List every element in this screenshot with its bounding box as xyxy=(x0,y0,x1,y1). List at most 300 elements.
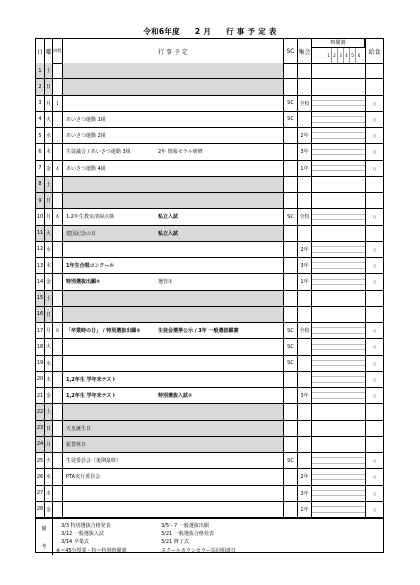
event-text: PTA実行委員会 xyxy=(66,474,101,481)
cell-kyushoku xyxy=(366,404,383,419)
cell-kyushoku xyxy=(366,421,383,436)
cell-day: 25 xyxy=(36,453,45,468)
cell-jikan xyxy=(312,274,366,289)
cell-day: 22 xyxy=(36,404,45,419)
cell-weekday: 火 xyxy=(45,226,53,241)
cell-event xyxy=(63,144,284,159)
cell-day: 19 xyxy=(36,356,45,371)
cell-jikan xyxy=(312,79,366,94)
cell-mark xyxy=(53,404,63,419)
cell-kyushoku xyxy=(366,307,383,322)
table-row xyxy=(36,437,383,453)
jikan-line xyxy=(312,106,365,110)
cell-jikan xyxy=(312,421,366,436)
cell-day: 28 xyxy=(36,502,45,517)
cell-day: 13 xyxy=(36,258,45,273)
cell-kyushoku: ○ xyxy=(372,246,377,252)
cell-jikan xyxy=(312,226,366,241)
cell-weekday: 月 xyxy=(45,323,53,338)
jikan-line xyxy=(312,366,365,370)
cell-mark xyxy=(53,128,63,143)
cell-sc xyxy=(284,404,298,419)
cell-jikan xyxy=(312,193,366,208)
cell-weekday: 火 xyxy=(45,112,53,127)
event-text-secondary: 生徒会選挙公示 / 3年 一般選抜願書 xyxy=(158,328,239,335)
cell-sc xyxy=(284,258,298,273)
cell-assembly xyxy=(298,291,312,306)
cell-event xyxy=(63,339,284,354)
cell-mark: 4 xyxy=(53,161,63,176)
cell-kyushoku: ○ xyxy=(372,279,377,285)
cell-kyushoku: ○ xyxy=(372,100,377,106)
cell-event xyxy=(63,258,284,273)
remark-note: 3/12 一般選抜入試 xyxy=(61,531,104,537)
cell-sc xyxy=(284,421,298,436)
jikan-line xyxy=(312,269,365,273)
jikan-line xyxy=(312,155,365,159)
cell-mark xyxy=(53,79,63,94)
cell-day: 27 xyxy=(36,486,45,501)
cell-day: 21 xyxy=(36,388,45,403)
cell-sc xyxy=(284,307,298,322)
cell-weekday: 水 xyxy=(45,128,53,143)
cell-mark xyxy=(53,274,63,289)
cell-day: 15 xyxy=(36,291,45,306)
cell-mark xyxy=(53,437,63,452)
cell-jikan xyxy=(312,469,366,484)
cell-weekday: 金 xyxy=(45,274,53,289)
cell-jikan xyxy=(312,96,366,111)
cell-assembly: 2年 xyxy=(298,242,312,257)
cell-event xyxy=(63,63,284,78)
jikan-line xyxy=(312,480,365,484)
cell-weekday: 木 xyxy=(45,144,53,159)
table-row xyxy=(36,226,383,242)
cell-assembly xyxy=(298,193,312,208)
cell-event xyxy=(63,242,284,257)
cell-event xyxy=(63,404,284,419)
cell-mark xyxy=(53,388,63,403)
cell-assembly: 1年 xyxy=(298,502,312,517)
cell-assembly: 2年 xyxy=(298,128,312,143)
cell-sc xyxy=(284,63,298,78)
table-row xyxy=(36,356,383,372)
cell-event xyxy=(63,161,284,176)
cell-day: 24 xyxy=(36,437,45,452)
cell-sc: SC xyxy=(284,323,298,338)
event-text-secondary: 私立入試 xyxy=(158,214,179,221)
header-mark: 時程 xyxy=(53,39,63,63)
table-header xyxy=(36,39,383,64)
cell-assembly: 2年 xyxy=(298,469,312,484)
cell-kyushoku: ○ xyxy=(372,506,377,512)
event-text-secondary: 特別選抜入試① xyxy=(158,393,193,400)
cell-sc xyxy=(284,437,298,452)
remark-note: 3/21 修了式 xyxy=(161,539,189,545)
cell-day: 20 xyxy=(36,372,45,387)
cell-jikan xyxy=(312,356,366,371)
cell-kyushoku xyxy=(366,193,383,208)
header-assembly: 集会 xyxy=(298,39,312,63)
cell-sc xyxy=(284,372,298,387)
event-text: 天皇誕生日 xyxy=(66,425,92,432)
cell-event xyxy=(63,96,284,111)
cell-event xyxy=(63,486,284,501)
cell-day: 17 xyxy=(36,323,45,338)
title-month: 2 月 xyxy=(194,27,212,36)
header-day: 日 xyxy=(36,39,45,63)
cell-assembly xyxy=(298,356,312,371)
cell-assembly xyxy=(298,79,312,94)
cell-jikan xyxy=(312,177,366,192)
cell-mark xyxy=(53,486,63,501)
cell-assembly xyxy=(298,112,312,127)
cell-event xyxy=(63,193,284,208)
cell-assembly: 3年 xyxy=(298,258,312,273)
event-text-secondary: 選管① xyxy=(158,279,173,286)
cell-day: 5 xyxy=(36,128,45,143)
remark-note: 3/21 一般選抜合格発表 xyxy=(161,531,214,537)
cell-weekday: 日 xyxy=(45,421,53,436)
jikan-line xyxy=(312,399,365,403)
cell-weekday: 水 xyxy=(45,242,53,257)
table-row xyxy=(36,323,383,339)
cell-weekday: 木 xyxy=(45,258,53,273)
cell-assembly xyxy=(298,177,312,192)
cell-assembly: 1年 xyxy=(298,161,312,176)
cell-day: 16 xyxy=(36,307,45,322)
cell-weekday: 月 xyxy=(45,437,53,452)
cell-mark xyxy=(53,291,63,306)
remark-note: 3/3 特別選抜合格発表 xyxy=(61,523,111,529)
cell-assembly xyxy=(298,307,312,322)
cell-jikan xyxy=(312,307,366,322)
jikan-line xyxy=(312,383,365,387)
cell-weekday: 日 xyxy=(45,79,53,94)
cell-kyushoku xyxy=(366,291,383,306)
cell-assembly: 全校 xyxy=(298,209,312,224)
cell-weekday: 水 xyxy=(45,356,53,371)
cell-day: 12 xyxy=(36,242,45,257)
cell-assembly xyxy=(298,339,312,354)
cell-sc: SC xyxy=(284,209,298,224)
cell-assembly xyxy=(298,372,312,387)
cell-sc xyxy=(284,79,298,94)
table-row xyxy=(36,502,383,518)
table-row xyxy=(36,469,383,485)
cell-weekday: 木 xyxy=(45,486,53,501)
cell-assembly xyxy=(298,453,312,468)
header-period-5: 5 xyxy=(350,48,356,63)
cell-mark xyxy=(53,226,63,241)
cell-mark xyxy=(53,193,63,208)
event-text-secondary: 2年 情報モラル研修 xyxy=(158,149,203,156)
cell-day: 10 xyxy=(36,209,45,224)
table-row xyxy=(36,372,383,388)
cell-event xyxy=(63,437,284,452)
cell-day: 23 xyxy=(36,421,45,436)
cell-day: 8 xyxy=(36,177,45,192)
header-period-2: 2 xyxy=(332,48,338,63)
header-kyushoku: 給食 xyxy=(368,48,381,56)
cell-weekday: 金 xyxy=(45,161,53,176)
cell-mark xyxy=(53,372,63,387)
cell-jikan xyxy=(312,161,366,176)
cell-sc xyxy=(284,177,298,192)
remarks-label-2: 考 xyxy=(41,543,47,550)
cell-mark xyxy=(53,421,63,436)
cell-sc: SC xyxy=(284,96,298,111)
jikan-line xyxy=(312,285,365,289)
cell-weekday: 月 xyxy=(45,209,53,224)
schedule-table xyxy=(35,38,384,553)
cell-weekday: 金 xyxy=(45,388,53,403)
cell-mark xyxy=(53,63,63,78)
cell-day: 4 xyxy=(36,112,45,127)
cell-assembly xyxy=(298,226,312,241)
event-text: 1.2年生教室清掃点検 xyxy=(66,214,114,221)
cell-event xyxy=(63,274,284,289)
cell-sc xyxy=(284,161,298,176)
title-label: 行 事 予 定 表 xyxy=(226,27,277,36)
header-period-1: 1 xyxy=(326,48,332,63)
cell-jikan xyxy=(312,339,366,354)
cell-event xyxy=(63,421,284,436)
event-text: 1年生合唱コンクール xyxy=(66,263,115,270)
cell-assembly: 全校 xyxy=(298,323,312,338)
event-text: 「卒業時の日」 / 特別選抜出願② xyxy=(66,328,141,335)
cell-kyushoku: ○ xyxy=(372,165,377,171)
cell-event xyxy=(63,128,284,143)
cell-sc xyxy=(284,291,298,306)
cell-kyushoku: ○ xyxy=(372,344,377,350)
cell-event xyxy=(63,112,284,127)
jikan-line xyxy=(312,220,365,224)
cell-kyushoku: ○ xyxy=(372,149,377,155)
cell-jikan xyxy=(312,502,366,517)
remarks-label-1: 備 xyxy=(41,525,47,532)
cell-kyushoku xyxy=(366,226,383,241)
cell-mark xyxy=(53,242,63,257)
cell-assembly xyxy=(298,63,312,78)
cell-kyushoku xyxy=(366,79,383,94)
cell-event xyxy=(63,502,284,517)
cell-event xyxy=(63,307,284,322)
cell-day: 11 xyxy=(36,226,45,241)
cell-weekday: 火 xyxy=(45,339,53,354)
cell-kyushoku: ○ xyxy=(372,458,377,464)
cell-sc xyxy=(284,242,298,257)
table-row xyxy=(36,112,383,128)
event-text: 特別選抜出願① xyxy=(66,279,101,286)
page-title xyxy=(0,26,420,37)
cell-kyushoku: ○ xyxy=(372,214,377,220)
cell-sc xyxy=(284,274,298,289)
cell-sc: SC xyxy=(284,339,298,354)
cell-mark xyxy=(53,144,63,159)
cell-mark: 1 xyxy=(53,96,63,111)
cell-day: 14 xyxy=(36,274,45,289)
cell-weekday: 日 xyxy=(45,193,53,208)
cell-sc: SC xyxy=(284,356,298,371)
header-jikan-label: 時間割 xyxy=(312,39,365,48)
cell-weekday: 土 xyxy=(45,63,53,78)
cell-assembly: 1年 xyxy=(298,274,312,289)
cell-event xyxy=(63,453,284,468)
cell-weekday: 土 xyxy=(45,404,53,419)
cell-mark: 6 xyxy=(53,209,63,224)
cell-jikan xyxy=(312,453,366,468)
table-row xyxy=(36,339,383,355)
cell-sc xyxy=(284,193,298,208)
cell-kyushoku: ○ xyxy=(372,393,377,399)
cell-kyushoku: ○ xyxy=(372,133,377,139)
cell-mark xyxy=(53,339,63,354)
table-row xyxy=(36,258,383,274)
cell-assembly: 3年 xyxy=(298,486,312,501)
event-text: あいさつ運動 1組 xyxy=(66,116,106,123)
cell-sc xyxy=(284,388,298,403)
table-row xyxy=(36,96,383,112)
cell-jikan xyxy=(312,242,366,257)
jikan-line xyxy=(312,513,365,517)
cell-jikan xyxy=(312,437,366,452)
header-weekday: 曜 xyxy=(45,39,53,63)
cell-event xyxy=(63,323,284,338)
cell-jikan xyxy=(312,209,366,224)
cell-sc xyxy=(284,486,298,501)
jikan-line xyxy=(312,139,365,143)
cell-weekday: 金 xyxy=(45,502,53,517)
cell-event xyxy=(63,79,284,94)
cell-mark: 6 xyxy=(53,323,63,338)
cell-weekday: 水 xyxy=(45,469,53,484)
header-event: 行 事 予 定 xyxy=(63,39,284,63)
cell-kyushoku xyxy=(366,437,383,452)
cell-day: 7 xyxy=(36,161,45,176)
remark-note: スクールカウンセラー巡回相談日 xyxy=(161,548,236,554)
event-text: 1,2年生 学年末テスト xyxy=(66,376,117,383)
jikan-line xyxy=(312,171,365,175)
event-text: 振替休日 xyxy=(66,441,87,448)
cell-assembly: 3年 xyxy=(298,144,312,159)
table-row xyxy=(36,388,383,404)
cell-kyushoku: ○ xyxy=(372,116,377,122)
cell-kyushoku: ○ xyxy=(372,490,377,496)
cell-sc: SC xyxy=(284,453,298,468)
cell-jikan xyxy=(312,372,366,387)
cell-sc xyxy=(284,128,298,143)
cell-weekday: 土 xyxy=(45,291,53,306)
remark-note: 3/14 卒業式 xyxy=(61,539,89,545)
table-row xyxy=(36,421,383,437)
jikan-line xyxy=(312,496,365,500)
cell-assembly: 3年 xyxy=(298,388,312,403)
table-row xyxy=(36,307,383,323)
event-text: 生徒委員会（後期最終） xyxy=(66,458,122,465)
cell-weekday: 土 xyxy=(45,177,53,192)
cell-mark xyxy=(53,502,63,517)
event-text: 建国記念の日 xyxy=(66,230,97,237)
event-text-secondary: 私立入試 xyxy=(158,230,179,237)
table-row xyxy=(36,144,383,160)
cell-event xyxy=(63,388,284,403)
cell-jikan xyxy=(312,258,366,273)
cell-jikan xyxy=(312,404,366,419)
cell-sc xyxy=(284,469,298,484)
header-period-6: 6 xyxy=(357,52,361,58)
remark-note: 3/5〜7 一般選抜出願 xyxy=(161,523,209,529)
cell-assembly xyxy=(298,404,312,419)
remarks-label xyxy=(36,519,53,555)
cell-mark xyxy=(53,258,63,273)
header-jikan xyxy=(312,39,366,63)
cell-kyushoku xyxy=(366,63,383,78)
table-row xyxy=(36,161,383,177)
cell-jikan xyxy=(312,323,366,338)
cell-day: 6 xyxy=(36,144,45,159)
remarks xyxy=(36,518,383,555)
event-text: 生徒議会 / あいさつ運動 3組 xyxy=(66,149,131,156)
cell-mark xyxy=(53,307,63,322)
cell-day: 26 xyxy=(36,469,45,484)
cell-mark xyxy=(53,469,63,484)
jikan-line xyxy=(312,253,365,257)
table-row xyxy=(36,453,383,469)
cell-day: 18 xyxy=(36,339,45,354)
cell-mark xyxy=(53,356,63,371)
event-text: あいさつ運動 2組 xyxy=(66,133,106,140)
table-row xyxy=(36,63,383,79)
table-row xyxy=(36,128,383,144)
header-period-4: 4 xyxy=(344,48,350,63)
cell-kyushoku: ○ xyxy=(372,360,377,366)
cell-event xyxy=(63,177,284,192)
cell-sc xyxy=(284,226,298,241)
jikan-line xyxy=(312,334,365,338)
cell-weekday: 日 xyxy=(45,307,53,322)
event-text: あいさつ運動 4組 xyxy=(66,165,106,172)
cell-event xyxy=(63,226,284,241)
cell-kyushoku xyxy=(366,177,383,192)
cell-weekday: 月 xyxy=(45,96,53,111)
event-text: 1,2年生 学年末テスト xyxy=(66,393,117,400)
table-row xyxy=(36,177,383,193)
cell-weekday: 木 xyxy=(45,372,53,387)
cell-assembly xyxy=(298,437,312,452)
cell-event xyxy=(63,469,284,484)
cell-kyushoku: ○ xyxy=(372,263,377,269)
cell-sc: SC xyxy=(284,112,298,127)
table-row xyxy=(36,404,383,420)
jikan-line xyxy=(312,464,365,468)
cell-weekday: 火 xyxy=(45,453,53,468)
table-row xyxy=(36,193,383,209)
cell-day: 3 xyxy=(36,96,45,111)
cell-jikan xyxy=(312,63,366,78)
jikan-line xyxy=(312,350,365,354)
cell-event xyxy=(63,372,284,387)
cell-assembly xyxy=(298,421,312,436)
cell-day: 2 xyxy=(36,79,45,94)
table-row xyxy=(36,242,383,258)
table-row xyxy=(36,79,383,95)
cell-day: 1 xyxy=(36,63,45,78)
cell-sc xyxy=(284,144,298,159)
title-era: 令和6年度 xyxy=(143,27,180,36)
cell-event xyxy=(63,356,284,371)
remark-note: ※＝45分授業・特＝特別時間割 xyxy=(56,548,127,554)
